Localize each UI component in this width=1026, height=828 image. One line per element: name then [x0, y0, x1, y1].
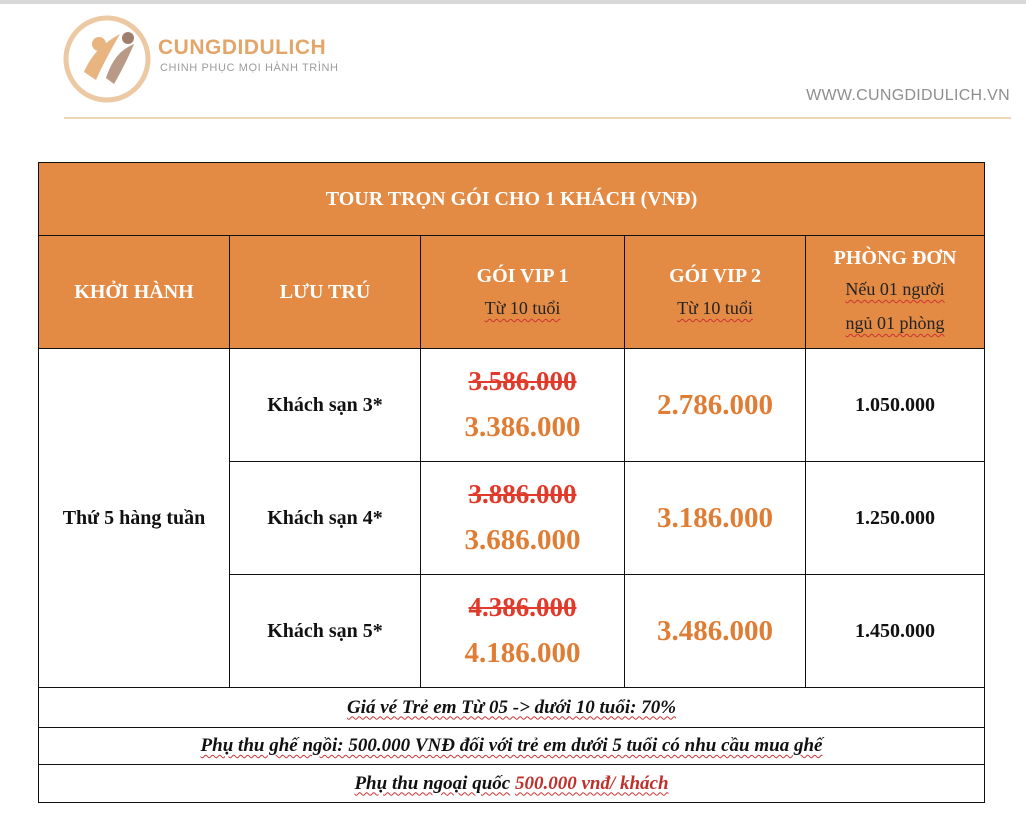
- header-departure: KHỞI HÀNH: [39, 236, 230, 349]
- vip1-new-price: 3.686.000: [464, 524, 581, 556]
- single-room-price: 1.050.000: [806, 349, 985, 462]
- vip1-old-price: 3.586.000: [468, 366, 577, 396]
- brand-name: CUNGDIDULICH: [158, 36, 327, 59]
- header-vip1-age: Từ 10 tuổi: [484, 298, 561, 318]
- hotel-name: Khách sạn 5*: [230, 575, 421, 688]
- foreign-surcharge-value: 500.000 vnđ/ khách: [514, 772, 669, 794]
- vip2-price: 3.486.000: [625, 575, 806, 688]
- vip1-price: [421, 575, 625, 688]
- brand-slogan: CHINH PHỤC MỌI HÀNH TRÌNH: [160, 62, 339, 74]
- header-vip2-age: Từ 10 tuổi: [677, 298, 753, 318]
- seat-surcharge-note: [39, 728, 985, 765]
- header-vip2-label: GÓI VIP 2: [669, 265, 761, 287]
- vip2-price: 3.186.000: [625, 462, 806, 575]
- website-link[interactable]: WWW.CUNGDIDULICH.VN: [806, 87, 1010, 104]
- table-title: TOUR TRỌN GÓI CHO 1 KHÁCH (VNĐ): [39, 163, 985, 236]
- single-room-price: 1.250.000: [806, 462, 985, 575]
- vip1-price: [421, 349, 625, 462]
- header-single-label: PHÒNG ĐƠN: [833, 247, 957, 269]
- header-vip1: [421, 236, 625, 349]
- vip1-price: [421, 462, 625, 575]
- vip1-new-price: 3.386.000: [464, 411, 581, 443]
- header-stay: LƯU TRÚ: [230, 236, 421, 349]
- header-vip2: [625, 236, 806, 349]
- header-single-note1: Nếu 01 người: [845, 279, 945, 299]
- table-row: [39, 349, 985, 462]
- vip1-new-price: 4.186.000: [464, 637, 581, 669]
- vip2-price: 2.786.000: [625, 349, 806, 462]
- logo-icon: [62, 14, 152, 104]
- header-single-note2: ngủ 01 phòng: [845, 313, 945, 333]
- header-single: [806, 236, 985, 349]
- vip1-old-price: 4.386.000: [468, 592, 577, 622]
- vip1-old-price: 3.886.000: [468, 479, 577, 509]
- foreign-surcharge-note: [39, 765, 985, 803]
- seat-surcharge-text: Phụ thu ghế ngồi: 500.000 VNĐ đối với trẻ em dưới 5 tuổi có nhu cầu mua ghế: [200, 735, 823, 756]
- price-table: [38, 162, 985, 803]
- child-price-text: Giá vé Trẻ em Từ 05 -> dưới 10 tuổi: 70%: [346, 696, 677, 718]
- top-border: [0, 0, 1026, 4]
- hotel-name: Khách sạn 4*: [230, 462, 421, 575]
- departure-value: Thứ 5 hàng tuần: [39, 349, 230, 688]
- hotel-name: Khách sạn 3*: [230, 349, 421, 462]
- header-vip1-label: GÓI VIP 1: [476, 265, 569, 287]
- single-room-price: 1.450.000: [806, 575, 985, 688]
- child-price-note: [39, 688, 985, 728]
- header-divider: [64, 117, 1011, 119]
- foreign-surcharge-label: Phụ thu ngoại quốc: [354, 772, 511, 794]
